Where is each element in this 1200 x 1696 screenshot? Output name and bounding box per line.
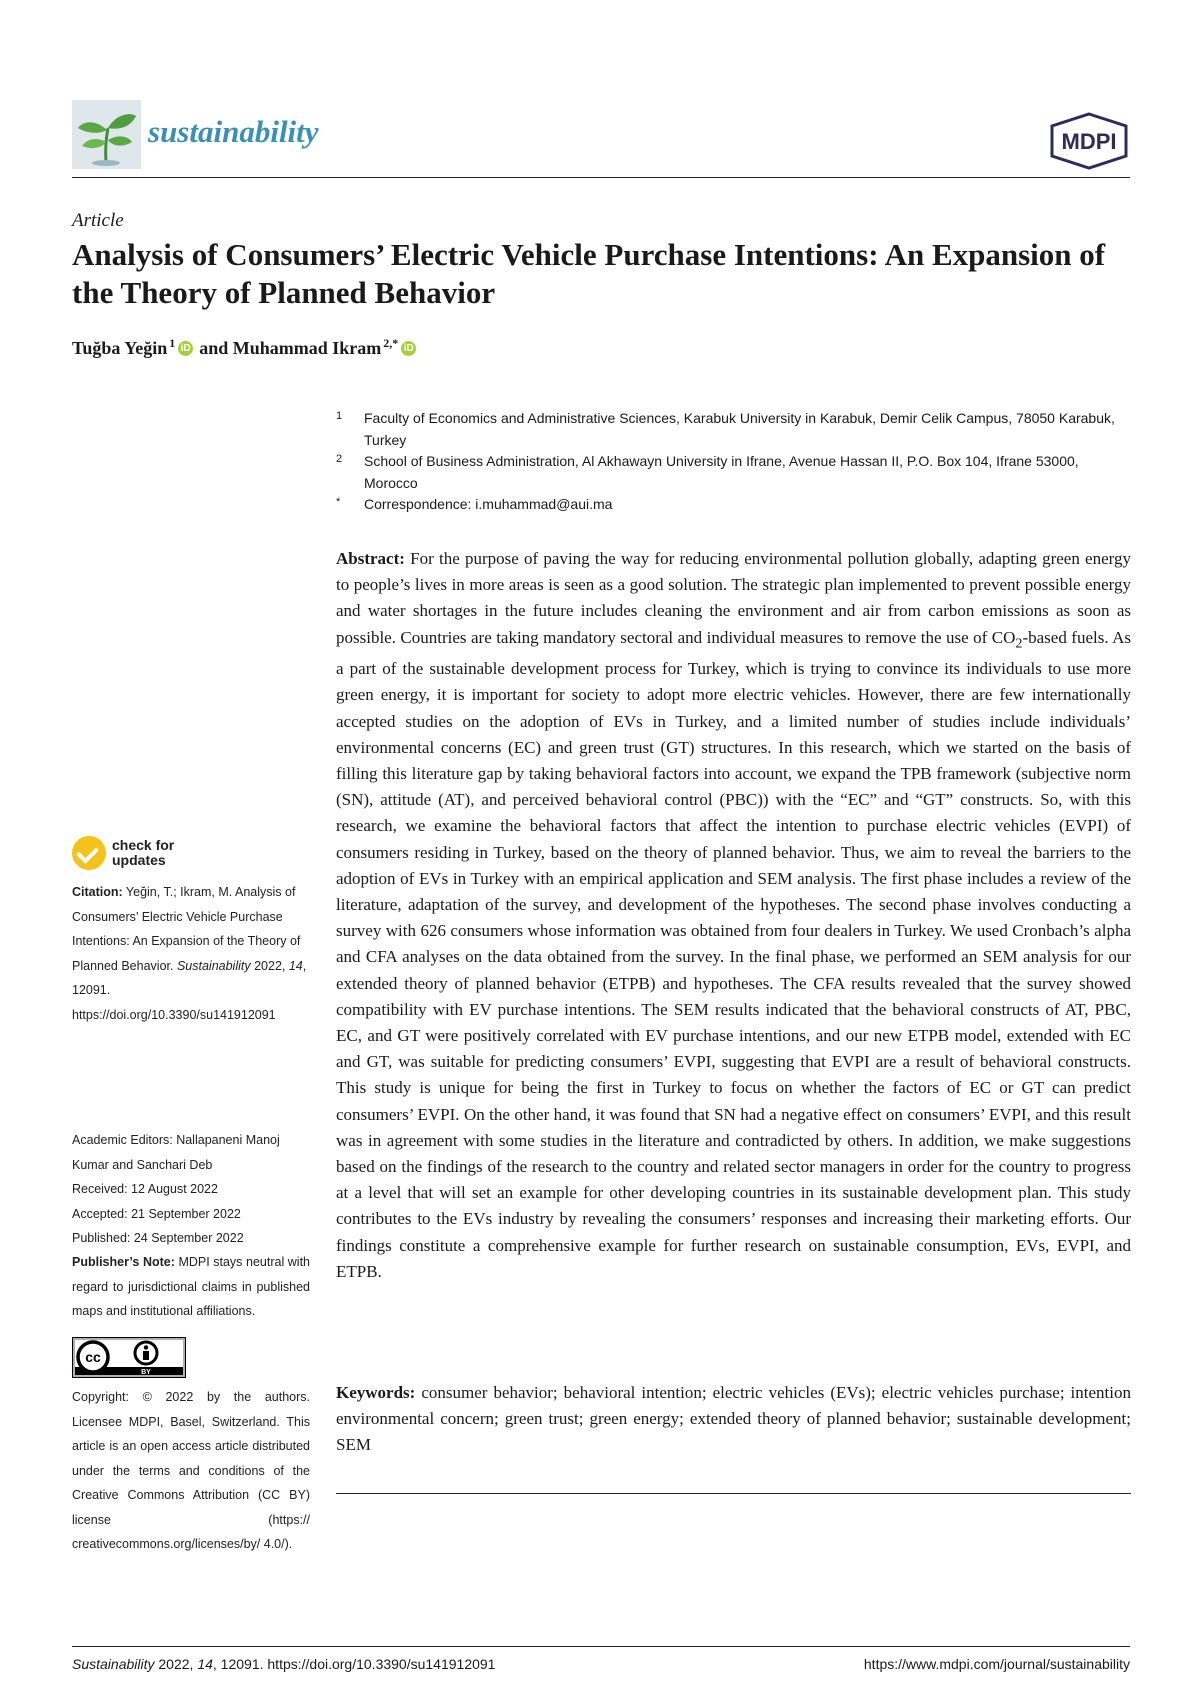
keywords-text: consumer behavior; behavioral intention; electric vehicles (EVs); electric vehicles purchase; intention environmental concern; green trust; green energy; extended theory of planned behavior; sustainable development; SEM	[336, 1383, 1131, 1455]
affiliation-number: 1	[336, 410, 343, 422]
check-for-updates-button[interactable]	[72, 836, 174, 870]
footer-volume: 14	[197, 1656, 213, 1672]
accepted-date: Accepted: 21 September 2022	[72, 1206, 241, 1221]
dates-block	[72, 1177, 310, 1251]
check-updates-line1: check for	[112, 837, 175, 853]
citation-block	[72, 880, 310, 1027]
affiliation-number: 2	[336, 453, 343, 465]
svg-text:BY: BY	[141, 1369, 151, 1376]
affiliation-number: *	[336, 496, 341, 508]
affiliation-item	[336, 408, 1131, 451]
author-line	[72, 338, 422, 359]
abstract	[336, 546, 1131, 1285]
citation-label: Citation:	[72, 885, 123, 899]
copyright-notice: Copyright: © 2022 by the authors. Licensee MDPI, Basel, Switzerland. This article is an open access article distributed under the terms and conditions of the Creative Commons Attribution (CC BY) license (https:// creativecommons.org/licenses/by/ 4.0/).	[72, 1390, 310, 1551]
publisher-note-text: MDPI stays neutral with regard to jurisdictional claims in published maps and institutional affiliations.	[72, 1255, 311, 1318]
affiliation-item	[336, 451, 1131, 494]
published-date: Published: 24 September 2022	[72, 1231, 244, 1245]
received-date: Received: 12 August 2022	[72, 1182, 218, 1196]
affiliations	[336, 408, 1131, 516]
correspondence-item	[336, 494, 1131, 516]
article-title: Analysis of Consumers’ Electric Vehicle Purchase Intentions: An Expansion of the Theory of Planned Behavior	[72, 237, 1106, 310]
author-joiner: and	[199, 338, 229, 358]
header-divider	[72, 177, 1130, 178]
correspondence-text[interactable]: Correspondence: i.muhammad@aui.ma	[364, 496, 613, 512]
keywords-divider	[336, 1493, 1131, 1494]
footer-journal: Sustainability	[72, 1656, 155, 1672]
publisher-note	[72, 1250, 310, 1324]
author-2[interactable]: Muhammad Ikram	[232, 338, 382, 358]
keywords	[336, 1380, 1131, 1459]
academic-editors: Academic Editors: Nallapaneni Manoj Kumar and Sanchari Deb	[72, 1133, 280, 1172]
abstract-text-b: -based fuels. As a part of the sustainable development process for Turkey, which is trying to convince its individuals to use more green energy, it is important for society to adopt more electric vehicles. However, there are few internationally accepted studies on the adoption of EVs in Turkey, and a limited number of studies include individuals’ environmental concerns (EC) and green trust (GT) structures. In this research, which we started on the basis of filling this literature gap by taking behavioral factors into account, we expand the TPB framework (subjective norm (SN), attitude (AT), and perceived behavioral control (PBC)) with the “EC” and “GT” constructs. So, with this research, we examine the behavioral factors that affect the intention to purchase electric vehicles (EVPI) of consumers residing in Turkey, based on the theory of planned behavior. Thus, we aim to reveal the barriers to the adoption of EVs in Turkey with an empirical application and SEM analysis. The first phase includes a review of the literature, adaptation of the survey, and development of the hypotheses. The second phase involves conducting a survey with 626 consumers whose information was obtained from four dealers in Turkey. We used Cronbach’s alpha and CFA analyses on the data obtained from the survey. In the final phase, we performed an SEM analysis for our extended theory of planned behavior (ETPB) and hypotheses. The CFA results revealed that the survey showed compatibility with EV purchase intentions. The SEM results indicated that the behavioral constructs of AT, PBC, EC, and GT were positively correlated with EV purchase intentions, and our new ETPB model, extended with EC and GT, was suitable for predicting consumers’ EVPI, suggesting that EVPI are a result of behavioral constructs. This study is unique for being the first in Turkey to focus on whether the factors of EC or GT can predict consumers’ EVPI. On the other hand, it was found that SN had a negative effect on consumers’ EVPI, and this result was in agreement with some studies in the literature and contradicted by others. In addition, we make suggestions based on the findings of the research to the country and related sector managers in order for the country to progress at a level that will set an example for other developing countries in its sustainable development plan. This study contributes to the EVs industry by revealing the consumers’ responses and increasing their marketing efforts. Our findings constitute a comprehensive example for further research on sustainable consumption, EVs, EVPI, and ETPB.	[336, 627, 1131, 1281]
svg-text:cc: cc	[85, 1349, 101, 1365]
author-2-affil: 2,*	[383, 336, 399, 350]
publisher-note-label: Publisher’s Note:	[72, 1255, 175, 1269]
citation-doi[interactable]: , 12091. https://doi.org/10.3390/su141912091	[72, 958, 307, 1022]
article-type: Article	[72, 210, 124, 231]
footer-journal-url[interactable]: https://www.mdpi.com/journal/sustainability	[863, 1656, 1130, 1672]
affiliation-text: Faculty of Economics and Administrative Sciences, Karabuk University in Karabuk, Demir Celik Campus, 78050 Karabuk, Turkey	[364, 410, 1115, 448]
abstract-text-a: For the purpose of paving the way for reducing environmental pollution globally, adapting green energy to people’s lives in more areas is seen as a good solution. The strategic plan implemented to prevent possible energy and water shortages in the future includes cleaning the environment and air from carbon emissions as soon as possible. Countries are taking mandatory sectoral and individual measures to remove the use of CO	[336, 549, 1131, 647]
check-updates-line2: updates	[112, 852, 166, 868]
mdpi-logo-text: MDPI	[1061, 129, 1117, 154]
affiliation-text: School of Business Administration, Al Akhawayn University in Ifrane, Avenue Hassan II, P.O. Box 104, Ifrane 53000, Morocco	[364, 453, 1079, 491]
checkmark-icon	[72, 836, 106, 870]
footer-citation	[72, 1656, 495, 1672]
citation-journal: Sustainability	[176, 958, 251, 973]
abstract-subscript: 2	[1015, 635, 1023, 651]
cc-by-license-badge[interactable]	[72, 1337, 186, 1378]
journal-logo	[72, 100, 141, 169]
abstract-label: Abstract:	[336, 549, 405, 568]
footer-year: 2022,	[154, 1656, 198, 1672]
citation-year: 2022,	[250, 958, 289, 973]
footer-doi[interactable]: , 12091. https://doi.org/10.3390/su141912091	[212, 1656, 496, 1672]
orcid-icon[interactable]: iD	[178, 341, 193, 356]
citation-text-a: Yeğin, T.; Ikram, M. Analysis of Consumers’ Electric Vehicle Purchase Intentions: An Expansion of the Theory of Planned Behavior.	[72, 885, 301, 973]
citation-volume: 14	[288, 958, 303, 973]
journal-name: sustainability	[148, 114, 319, 149]
orcid-icon[interactable]: iD	[401, 341, 416, 356]
keywords-label: Keywords:	[336, 1383, 416, 1402]
footer-divider	[72, 1646, 1130, 1647]
mdpi-logo	[1048, 112, 1130, 170]
plant-icon	[72, 100, 141, 169]
author-1[interactable]: Tuğba Yeğin	[72, 338, 168, 358]
author-1-affil: 1	[169, 336, 176, 350]
